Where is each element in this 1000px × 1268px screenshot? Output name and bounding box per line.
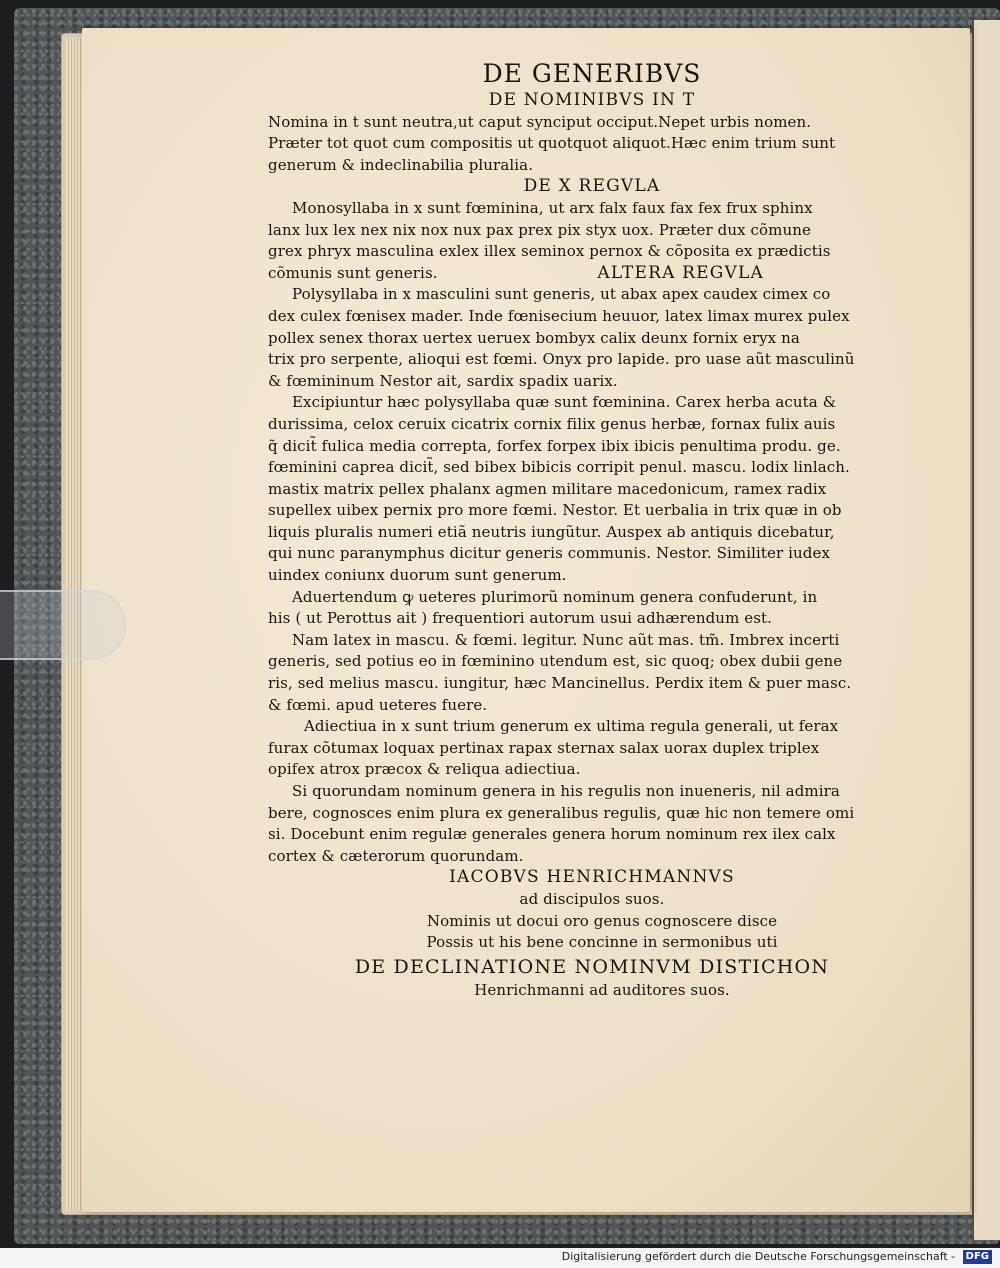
text-line: Nam latex in mascu. & fœmi. legitur. Nunc aũt mas. tm̃. Imbrex incerti — [292, 630, 840, 649]
closing-heading: DE DECLINATIONE NOMINVM DISTICHON — [354, 955, 830, 978]
closing-subline: Henrichmanni ad auditores suos. — [474, 980, 730, 999]
page-clip — [0, 590, 126, 660]
text-line: bere, cognosces enim plura ex generalibus regulis, quæ hic non temere omi — [268, 803, 855, 822]
text-line: Si quorundam nominum genera in his regulis non inueneris, nil admira — [292, 782, 840, 800]
text-line: durissima, celox ceruix cicatrix cornix filix genus herbæ, fornax fulix auis — [268, 414, 836, 433]
text-line: liquis pluralis numeri etiã neutris iungũtur. Auspex ab antiquis dicebatur, — [268, 522, 835, 541]
credit-text: Digitalisierung gefördert durch die Deutsche Forschungsgemeinschaft - — [561, 1250, 956, 1263]
text-line: cõmunis sunt generis. — [268, 263, 438, 282]
dfg-logo: DFG — [963, 1250, 992, 1264]
text-line: opifex atrox præcox & reliqua adiectiua. — [268, 760, 581, 779]
text-line: trix pro serpente, alioqui est fœmi. Onyx pro lapide. pro uase aũt masculinũ — [268, 350, 855, 369]
text-line: ris, sed melius mascu. iungitur, hæc Mancinellus. Perdix item & puer masc. — [268, 674, 852, 693]
text-line: Aduertendum ꝙ ueteres plurimorũ nominum genera confuderunt, in — [292, 587, 818, 606]
epigram-verse: Nominis ut docui oro genus cognoscere disce — [426, 911, 778, 930]
text-line: & fœmi. apud ueteres fuere. — [268, 695, 488, 714]
text-line: supellex uibex pernix pro more fœmi. Nestor. Et uerbalia in trix quæ in ob — [268, 501, 842, 520]
text-line: Nomina in t sunt neutra,ut caput synciput occiput.Nepet urbis nomen. — [268, 112, 812, 131]
facing-page-edge — [972, 20, 1000, 1240]
text-line: generis, sed potius eo in fœminino utendum est, sic quoq; obex dubii gene — [268, 652, 843, 671]
page-title: DE GENERIBVS — [482, 59, 702, 88]
text-line: si. Docebunt enim regulæ generales genera horum nominum rex ilex calx — [268, 825, 836, 844]
section-heading: DE X REGVLA — [523, 176, 661, 197]
section-heading: DE NOMINIBVS IN T — [488, 90, 696, 110]
text-line: furax cõtumax loquax pertinax rapax sternax salax uorax duplex triplex — [268, 738, 820, 757]
text-line: uindex coniunx duorum sunt generum. — [268, 566, 567, 585]
epigram-author: IACOBVS HENRICHMANNVS — [449, 867, 735, 888]
page-text — [268, 58, 916, 1001]
text-line: q̃ dicit̃ fulica media correpta, forfex forpex ibix ibicis penultima produ. ge. — [268, 436, 841, 455]
text-line: fœminini caprea dicit̃, sed bibex bibicis corripit penul. mascu. lodix linlach. — [268, 458, 850, 477]
text-line: Polysyllaba in x masculini sunt generis, ut abax apex caudex cimex co — [292, 285, 831, 304]
text-line: pollex senex thorax uertex ueruex bombyx calix deunx fornix eryx na — [268, 328, 800, 347]
section-heading: ALTERA REGVLA — [597, 262, 764, 283]
text-line: grex phryx masculina exlex illex seminox pernox & cõposita ex prædictis — [268, 242, 831, 261]
digitization-credit — [562, 1248, 992, 1266]
epigram-verse: Possis ut his bene concinne in sermonibus uti — [426, 933, 778, 952]
text-line: dex culex fœnisex mader. Inde fœnisecium heuuor, latex limax murex pulex — [268, 306, 850, 325]
text-line: Excipiuntur hæc polysyllaba quæ sunt fœminina. Carex herba acuta & — [292, 393, 837, 412]
text-line: generum & indeclinabilia pluralia. — [268, 155, 534, 174]
text-line: Monosyllaba in x sunt fœminina, ut arx falx faux fax fex frux sphinx — [292, 198, 813, 217]
text-line: mastix matrix pellex phalanx agmen militare macedonicum, ramex radix — [268, 479, 827, 498]
text-line: Adiectiua in x sunt trium generum ex ultima regula generali, ut ferax — [304, 717, 839, 736]
epigram-dedication: ad discipulos suos. — [519, 889, 665, 908]
text-line: & fœmininum Nestor ait, sardix spadix uarix. — [268, 371, 618, 390]
text-line: qui nunc paranymphus dicitur generis communis. Nestor. Similiter iudex — [268, 544, 831, 563]
text-line: his ( ut Perottus ait ) frequentiori autorum usui adhærendum est. — [268, 609, 773, 628]
text-line: cortex & cæterorum quorundam. — [268, 846, 524, 865]
text-line: lanx lux lex nex nix nox nux pax prex pix styx uox. Præter dux cõmune — [268, 220, 811, 239]
text-line: Præter tot quot cum compositis ut quotquot aliquot.Hæc enim trium sunt — [268, 134, 836, 153]
